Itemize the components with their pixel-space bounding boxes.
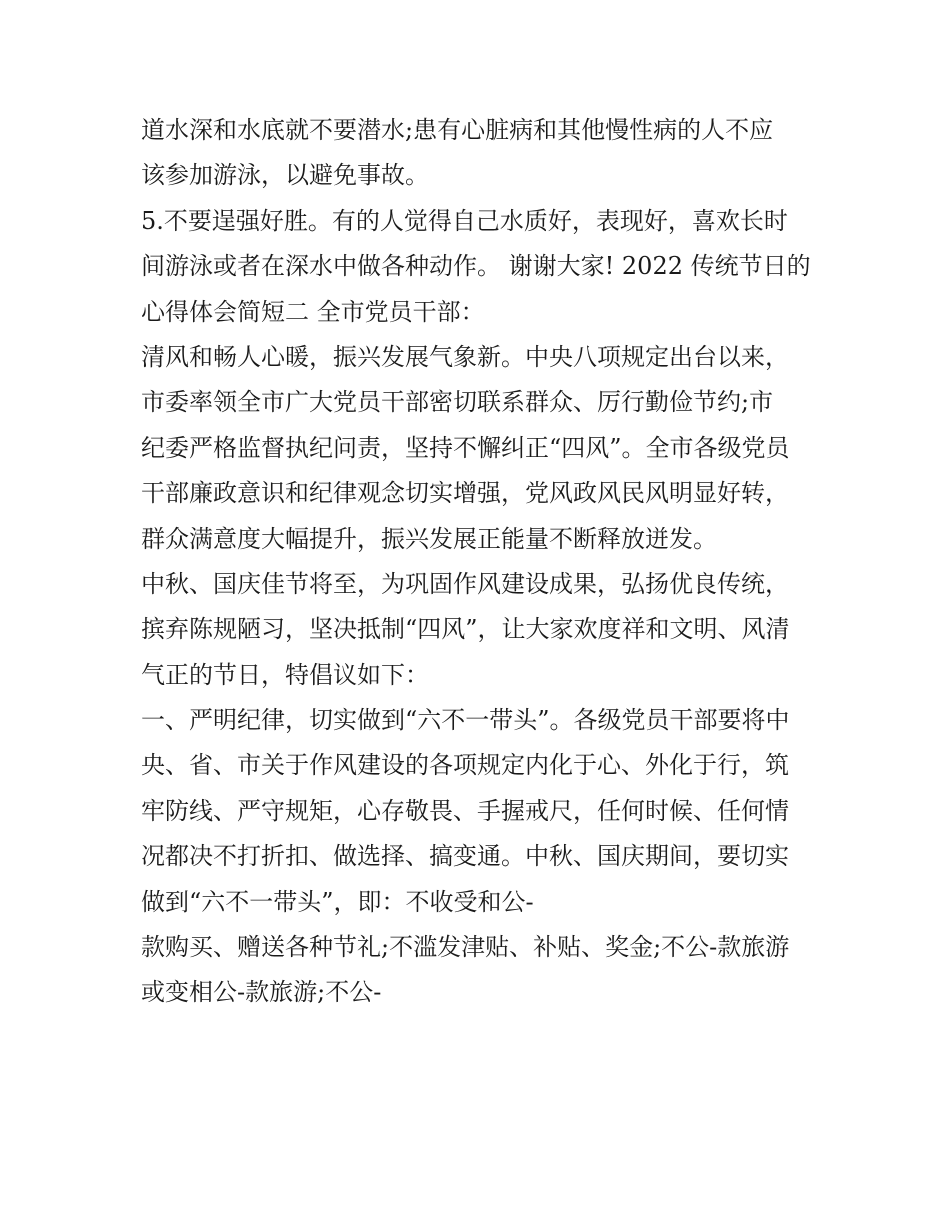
text-line: 或变相公-款旅游;不公- — [141, 978, 382, 1007]
text-line: 一、严明纪律，切实做到“六不一带头”。各级党员干部要将中 — [141, 706, 790, 735]
text-line: 该参加游泳，以避免事故。 — [141, 161, 429, 190]
text-line: 牢防线、严守规矩，心存敬畏、手握戒尺，任何时候、任何情 — [141, 796, 789, 825]
text-line: 间游泳或者在深水中做各种动作。 谢谢大家! 2022 传统节日的 — [141, 252, 811, 281]
text-line: 央、省、市关于作风建设的各项规定内化于心、外化于行，筑 — [141, 751, 789, 780]
text-line: 群众满意度大幅提升，振兴发展正能量不断释放迸发。 — [141, 524, 717, 553]
text-line: 做到“六不一带头”，即：不收受和公- — [141, 887, 534, 916]
text-line: 气正的节日，特倡议如下： — [141, 660, 429, 689]
text-line: 清风和畅人心暖，振兴发展气象新。中央八项规定出台以来， — [141, 342, 789, 371]
text-line: 款购买、赠送各种节礼;不滥发津贴、补贴、奖金;不公-款旅游 — [141, 933, 790, 962]
text-line: 市委率领全市广大党员干部密切联系群众、厉行勤俭节约;市 — [141, 388, 774, 417]
text-line: 摈弃陈规陋习，坚决抵制“四风”，让大家欢度祥和文明、风清 — [141, 615, 790, 644]
text-line: 干部廉政意识和纪律观念切实增强，党风政风民风明显好转， — [141, 479, 789, 508]
text-line: 道水深和水底就不要潜水;患有心脏病和其他慢性病的人不应 — [141, 116, 774, 144]
text-line: 中秋、国庆佳节将至，为巩固作风建设成果，弘扬优良传统， — [141, 569, 789, 598]
text-line: 况都决不打折扣、做选择、搞变通。中秋、国庆期间，要切实 — [141, 842, 789, 871]
document-body — [141, 108, 831, 1016]
text-line: 纪委严格监督执纪问责，坚持不懈纠正“四风”。全市各级党员 — [141, 433, 790, 462]
text-line: 心得体会简短二 全市党员干部： — [141, 297, 485, 326]
text-line: 5.不要逞强好胜。有的人觉得自己水质好，表现好，喜欢长时 — [141, 206, 788, 235]
